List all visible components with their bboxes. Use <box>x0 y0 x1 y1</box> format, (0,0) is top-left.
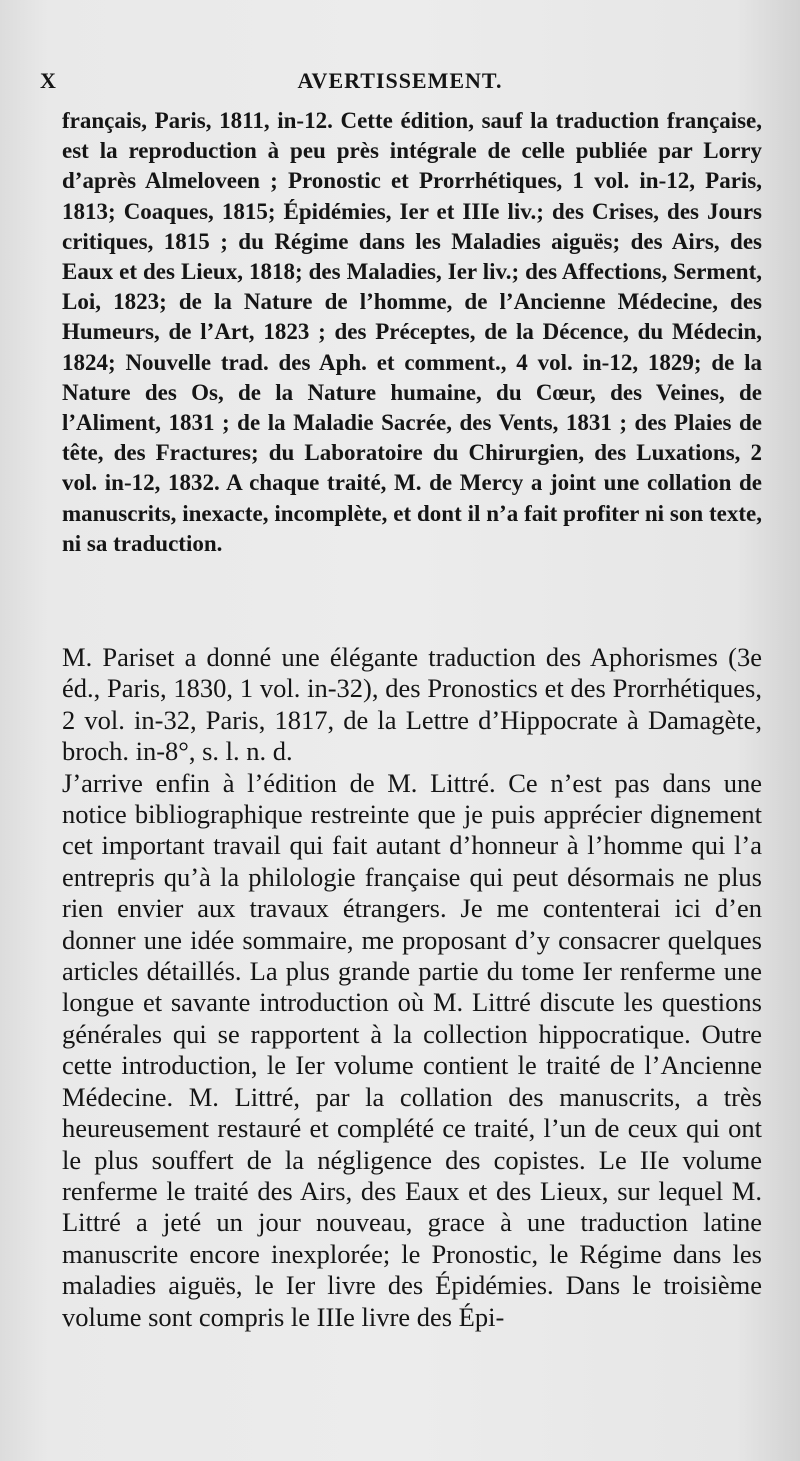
main-text <box>62 642 762 1333</box>
page-header <box>40 68 760 100</box>
bibliography-note <box>62 106 762 559</box>
running-title: AVERTISSEMENT. <box>297 68 503 93</box>
paragraph-pariset: M. Pariset a donné une élégante traduction des Aphorismes (3e éd., Paris, 1830, 1 vol. in-32), des Pronostics et des Prorrhétiques, 2 vol. in-32, Paris, 1817, de la Lettre d’Hippocrate à Damagète, broch. in-8°, s. l. n. d. <box>62 642 762 767</box>
page-number: X <box>40 68 56 93</box>
paragraph-littre: J’arrive enfin à l’édition de M. Littré. Ce n’est pas dans une notice bibliographique restreinte que je puis apprécier dignement cet important travail qui fait autant d’honneur à l’homme qui l’a entrepris qu’à la philologie française qui peut désormais ne plus rien envier aux travaux étrangers. Je me contenterai ici d’en donner une idée sommaire, me proposant d’y consacrer quelques articles détaillés. La plus grande partie du tome Ier renferme une longue et savante introduction où M. Littré discute les questions générales qui se rapportent à la collection hippocratique. Outre cette introduction, le Ier volume contient le traité de l’Ancienne Médecine. M. Littré, par la collation des manuscrits, a très heureusement restauré et complété ce traité, l’un de ceux qui ont le plus souffert de la négligence des copistes. Le IIe volume renferme le traité des Airs, des Eaux et des Lieux, sur lequel M. Littré a jeté un jour nouveau, grace à une traduction latine manuscrite encore inexplorée; le Pronostic, le Régime dans les maladies aiguës, le Ier livre des Épidémies. Dans le troisième volume sont compris le IIIe livre des Épi- <box>62 767 762 1332</box>
paragraph-small-print: français, Paris, 1811, in-12. Cette édition, sauf la traduction française, est la reproduction à peu près intégrale de celle publiée par Lorry d’après Almeloveen ; Pronostic et Prorrhétiques, 1 vol. in-12, Paris, 1813; Coaques, 1815; Épidémies, Ier et IIIe liv.; des Crises, des Jours critiques, 1815 ; du Régime dans les Maladies aiguës; des Airs, des Eaux et des Lieux, 1818; des Maladies, Ier liv.; des Affections, Serment, Loi, 1823; de la Nature de l’homme, de l’Ancienne Médecine, des Humeurs, de l’Art, 1823 ; des Préceptes, de la Décence, du Médecin, 1824; Nouvelle trad. des Aph. et comment., 4 vol. in-12, 1829; de la Nature des Os, de la Nature humaine, du Cœur, des Veines, de l’Aliment, 1831 ; de la Maladie Sacrée, des Vents, 1831 ; des Plaies de tête, des Fractures; du Laboratoire du Chirurgien, des Luxations, 2 vol. in-12, 1832. A chaque traité, M. de Mercy a joint une collation de manuscrits, inexacte, incomplète, et dont il n’a fait profiter ni son texte, ni sa traduction. <box>62 108 762 556</box>
